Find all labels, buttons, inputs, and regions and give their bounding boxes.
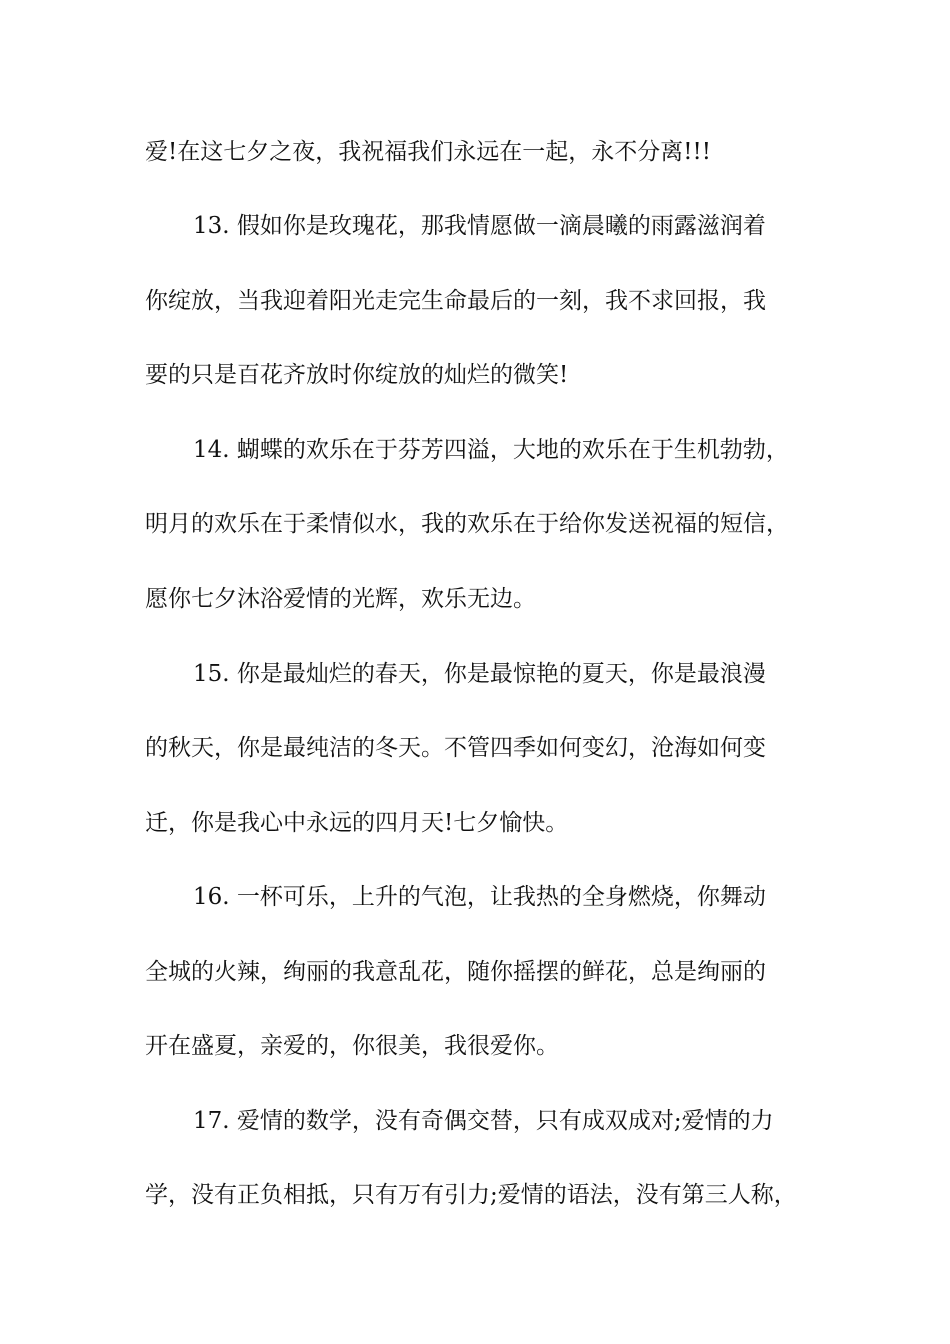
text-line: 迁，你是我心中永远的四月天!七夕愉快。: [145, 810, 569, 836]
list-item-17-start: 17. 爱情的数学，没有奇偶交替，只有成双成对;爱情的力: [193, 1108, 774, 1134]
text-line: 愿你七夕沐浴爱情的光辉，欢乐无边。: [145, 586, 536, 612]
text-line: 全城的火辣，绚丽的我意乱花，随你摇摆的鲜花，总是绚丽的: [145, 959, 766, 985]
list-item-15-start: 15. 你是最灿烂的春天，你是最惊艳的夏天，你是最浪漫: [193, 661, 766, 687]
text-line: 明月的欢乐在于柔情似水，我的欢乐在于给你发送祝福的短信，: [145, 511, 789, 537]
text-line: 学，没有正负相抵，只有万有引力;爱情的语法，没有第三人称，: [145, 1182, 797, 1208]
text-line: 你绽放，当我迎着阳光走完生命最后的一刻，我不求回报，我: [145, 288, 766, 314]
list-item-14-start: 14. 蝴蝶的欢乐在于芬芳四溢，大地的欢乐在于生机勃勃，: [193, 437, 789, 463]
text-line: 开在盛夏，亲爱的，你很美，我很爱你。: [145, 1033, 559, 1059]
list-item-16-start: 16. 一杯可乐，上升的气泡，让我热的全身燃烧，你舞动: [193, 884, 766, 910]
text-line: 要的只是百花齐放时你绽放的灿烂的微笑!: [145, 362, 569, 388]
list-item-13-start: 13. 假如你是玫瑰花，那我情愿做一滴晨曦的雨露滋润着: [193, 213, 766, 239]
text-line: 的秋天，你是最纯洁的冬天。不管四季如何变幻，沧海如何变: [145, 735, 766, 761]
text-line: 爱!在这七夕之夜，我祝福我们永远在一起，永不分离!!!: [145, 139, 711, 165]
